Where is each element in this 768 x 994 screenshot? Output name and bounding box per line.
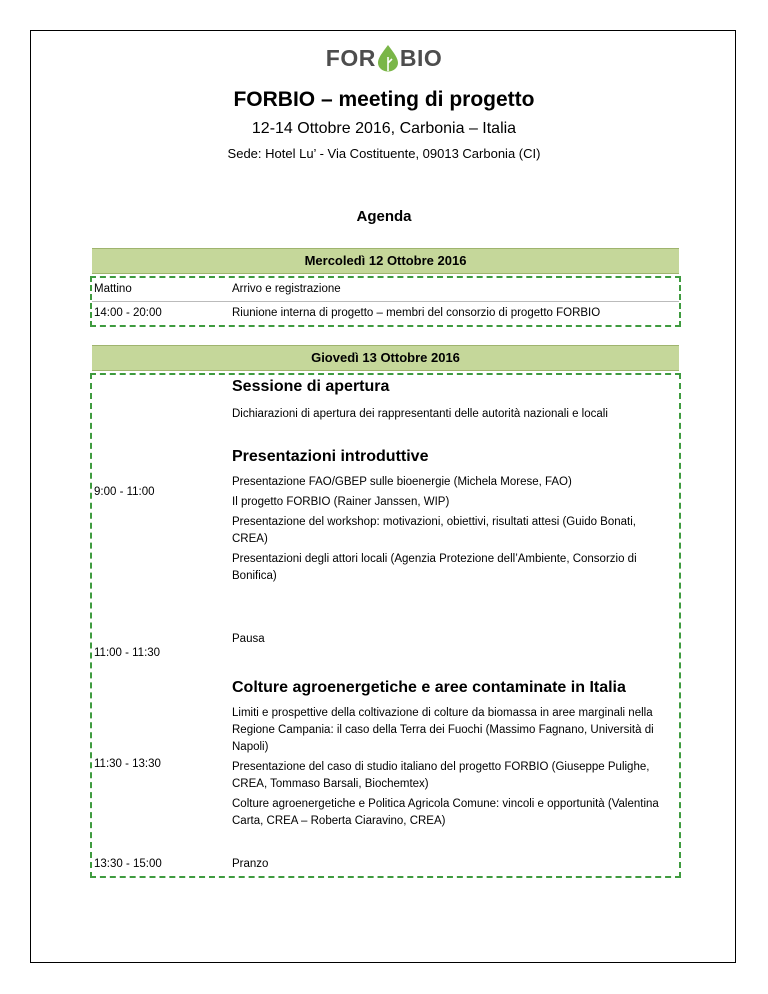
day2-header: Giovedì 13 Ottobre 2016 <box>92 345 679 371</box>
event-venue: Sede: Hotel Lu’ - Via Costituente, 09013 Carbonia (CI) <box>227 146 541 161</box>
session2-title: Colture agroenergetiche e aree contaminate in Italia <box>232 679 626 696</box>
forbio-logo <box>0 44 768 80</box>
opening-session-text: Dichiarazioni di apertura dei rappresentanti delle autorità nazionali e locali <box>232 408 608 420</box>
lunch-time: 13:30 - 15:00 <box>94 858 162 870</box>
session2-item-3: Colture agroenergetiche e Politica Agricola Comune: vincoli e opportunità (Valentina Carta, CREA – Roberta Ciaravino, CREA) <box>232 798 659 827</box>
intro-item-2: Il progetto FORBIO (Rainer Janssen, WIP) <box>232 496 450 508</box>
row-divider <box>92 301 679 302</box>
day1-row1-time: Mattino <box>94 283 132 295</box>
session2-item-2: Presentazione del caso di studio italiano del progetto FORBIO (Giuseppe Pulighe, CREA, Tommaso Barsali, Biochemtex) <box>232 761 650 790</box>
intro-item-4: Presentazioni degli attori locali (Agenzia Protezione dell’Ambiente, Consorzio di Bonifica) <box>232 553 637 582</box>
logo-text-for: FOR <box>325 44 376 71</box>
lunch-text: Pranzo <box>232 858 269 870</box>
intro-session-title: Presentazioni introduttive <box>232 448 429 465</box>
day1-row2-time: 14:00 - 20:00 <box>94 307 162 319</box>
session2-time: 11:30 - 13:30 <box>94 758 161 770</box>
day1-header: Mercoledì 12 Ottobre 2016 <box>92 248 679 274</box>
opening-session-title: Sessione di apertura <box>232 378 390 395</box>
page-title: FORBIO – meeting di progetto <box>233 88 535 111</box>
logo-text-bio: BIO <box>399 44 443 71</box>
intro-item-1: Presentazione FAO/GBEP sulle bioenergie (Michela Morese, FAO) <box>232 476 572 488</box>
intro-item-3: Presentazione del workshop: motivazioni, obiettivi, risultati attesi (Guido Bonati, CREA) <box>232 516 636 545</box>
break-time: 11:00 - 11:30 <box>94 647 161 659</box>
intro-session-time: 9:00 - 11:00 <box>94 486 155 498</box>
agenda-heading: Agenda <box>356 208 412 225</box>
event-dates: 12-14 Ottobre 2016, Carbonia – Italia <box>251 120 517 137</box>
day1-row1-text: Arrivo e registrazione <box>232 283 341 295</box>
break-text: Pausa <box>232 633 265 645</box>
day1-row2-text: Riunione interna di progetto – membri del consorzio di progetto FORBIO <box>232 307 601 319</box>
session2-item-1: Limiti e prospettive della coltivazione di colture da biomassa in aree marginali nella Regione Campania: il caso della Terra dei Fuochi (Massimo Fagnano, Università di Napoli) <box>232 707 654 753</box>
leaf-icon <box>377 44 399 72</box>
